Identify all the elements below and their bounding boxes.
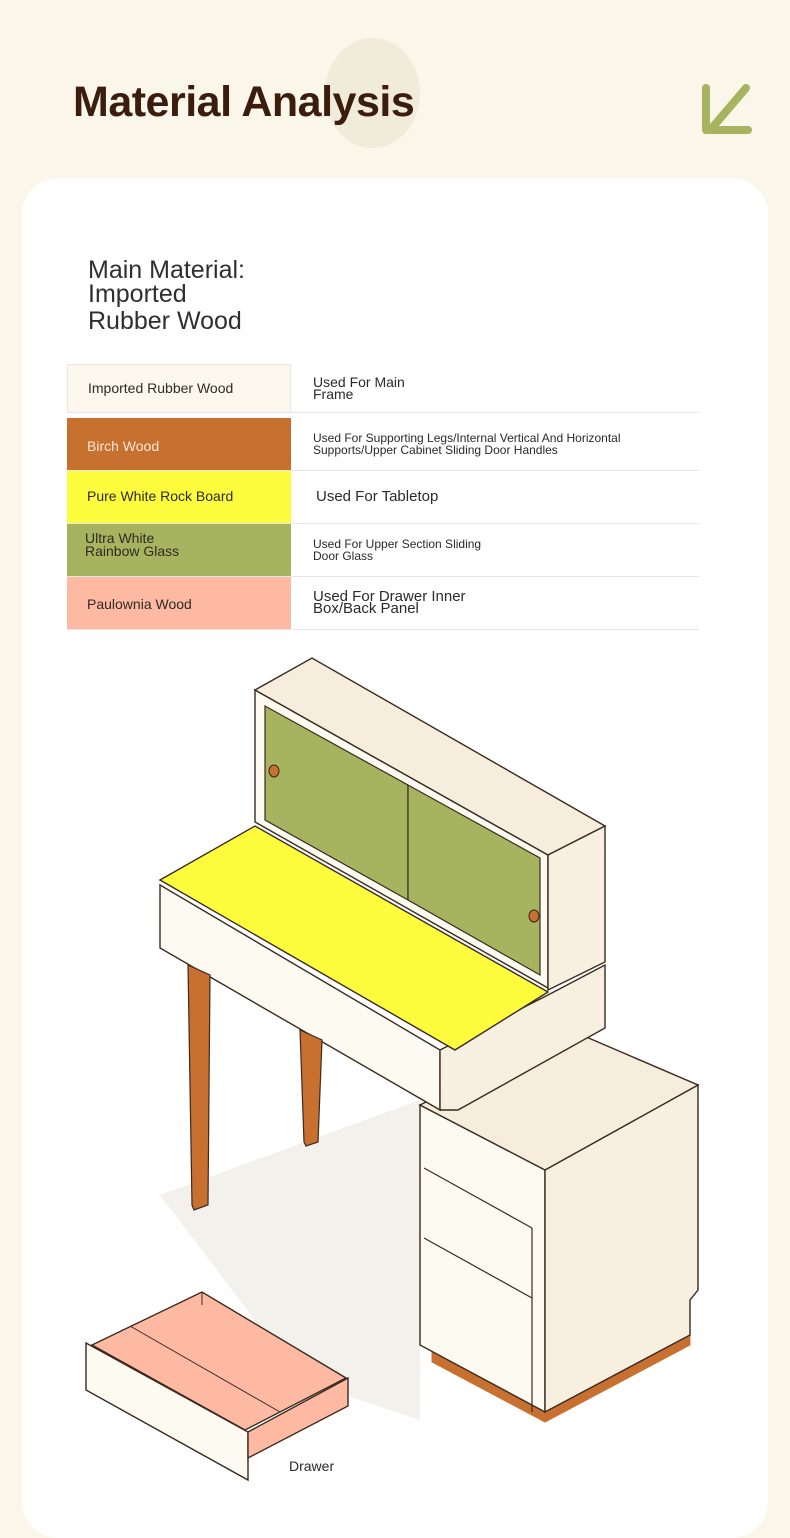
material-name: Rainbow Glass [85,543,180,559]
material-use-line: Supports/Upper Cabinet Sliding Door Handles [313,443,558,457]
desk-leg-front [188,965,210,1210]
door-handle-right [529,910,539,922]
material-use-line: Used For Upper Section Sliding [313,537,482,551]
material-use-line: Used For Drawer Inner [313,588,466,605]
material-use-line: Used For Tabletop [316,488,439,505]
drawer-label: Drawer [289,1458,335,1474]
material-name: Pure White Rock Board [87,487,234,504]
upper-cabinet-side [548,826,605,990]
material-use-line: Door Glass [313,549,374,563]
material-name: Birch Wood [87,437,160,454]
page-title: Material Analysis [73,78,415,126]
main-material-line3: Rubber Wood [88,307,242,335]
main-material-line2: Imported [88,280,187,308]
material-use-line: Frame [313,386,354,402]
material-name: Paulownia Wood [87,595,192,612]
material-name: Imported Rubber Wood [88,380,234,396]
main-material-line1: Main Material: [88,256,245,284]
material-name: Ultra White [85,530,155,546]
desk-leg-back [300,1030,322,1146]
material-use-line: Used For Main [313,374,405,390]
material-use-line: Used For Supporting Legs/Internal Vertical And Horizontal [313,431,621,445]
door-handle-left [269,765,279,777]
material-use-line: Box/Back Panel [313,600,419,617]
